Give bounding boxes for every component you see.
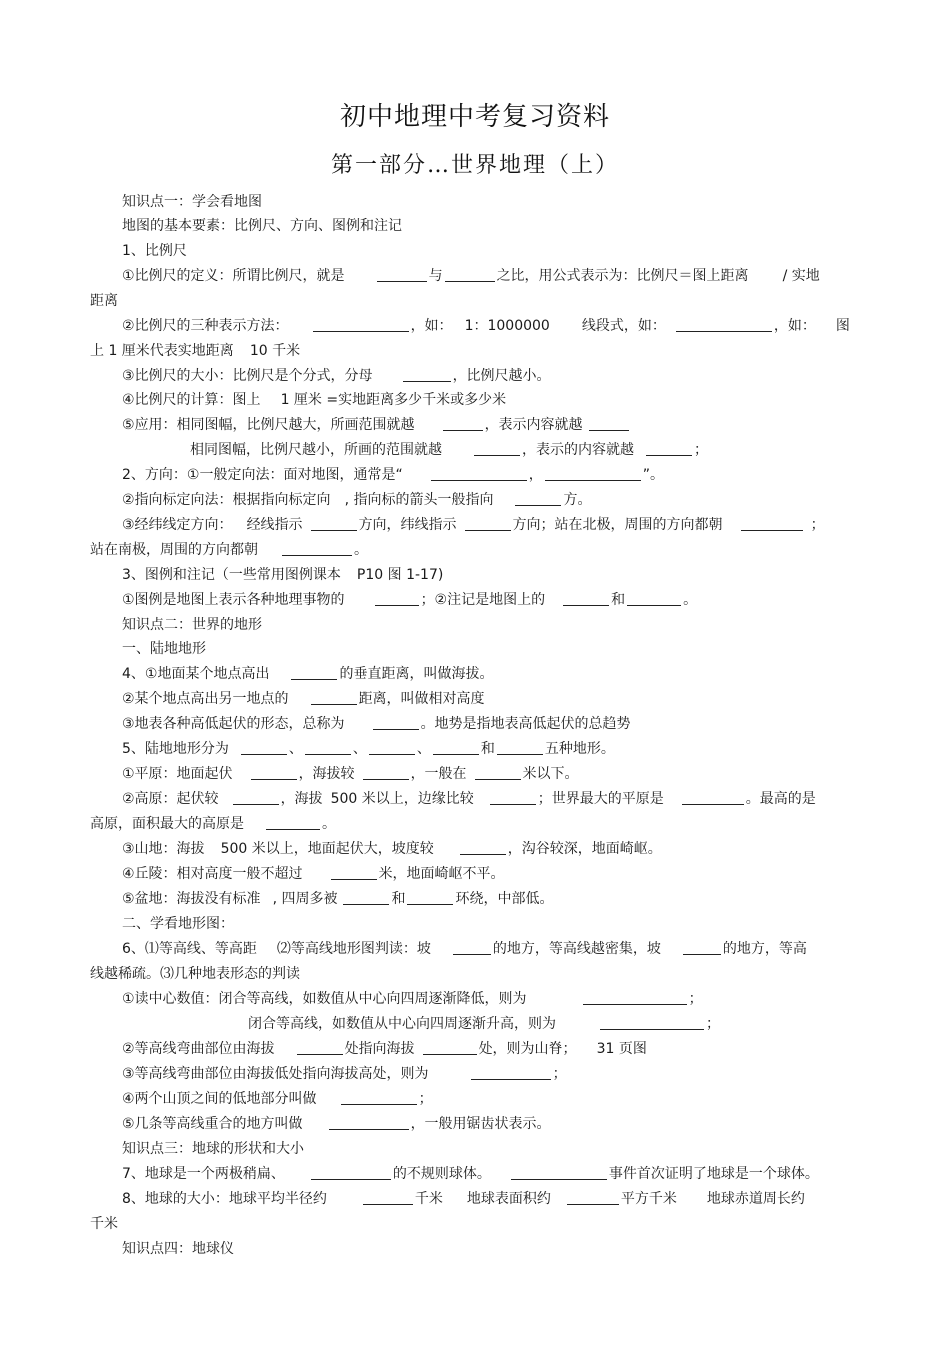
text: ④两个山顶之间的低地部分叫做 bbox=[122, 1091, 317, 1107]
text-line: 距离 bbox=[90, 293, 118, 309]
text: 、 bbox=[288, 741, 303, 757]
blank bbox=[375, 590, 419, 606]
blank bbox=[403, 366, 451, 382]
blank bbox=[363, 764, 409, 780]
text-line bbox=[122, 663, 493, 685]
text: , 四周多被 bbox=[272, 891, 338, 907]
text: 10 千米 bbox=[249, 343, 301, 359]
text: 上 1 厘米代表实地距离 bbox=[90, 343, 234, 359]
blank bbox=[305, 739, 351, 755]
blank bbox=[475, 764, 521, 780]
blank bbox=[460, 839, 506, 855]
blank bbox=[282, 540, 352, 556]
text: ； bbox=[688, 991, 703, 1007]
blank bbox=[431, 465, 527, 481]
blank bbox=[443, 415, 483, 431]
text: ①比例尺的定义：所谓比例尺，就是 bbox=[122, 268, 345, 284]
text: ②高原：起伏较 bbox=[122, 791, 219, 807]
text: 的地方，等高 bbox=[722, 941, 807, 957]
blank bbox=[567, 1189, 619, 1205]
text: ①平原：地面起伏 bbox=[122, 766, 233, 782]
text-line bbox=[248, 1013, 720, 1035]
blank bbox=[341, 1089, 417, 1105]
text: 和 bbox=[480, 741, 495, 757]
text-line bbox=[122, 365, 551, 387]
blank bbox=[311, 1164, 391, 1180]
text: ①图例是地图上表示各种地理事物的 bbox=[122, 592, 345, 608]
text: 高原，面积最大的高原是 bbox=[90, 816, 244, 832]
text: ，表示内容就越 bbox=[484, 417, 583, 433]
text-line bbox=[122, 763, 579, 785]
blank bbox=[511, 1164, 607, 1180]
text-line: 一、陆地地形 bbox=[122, 641, 206, 657]
blank bbox=[311, 689, 357, 705]
blank bbox=[407, 889, 453, 905]
text: ⑤应用：相同图幅，比例尺越大，所画范围就越 bbox=[122, 417, 415, 433]
text: 环绕，中部低。 bbox=[455, 891, 554, 907]
text: 、 bbox=[416, 741, 431, 757]
text: P10 图 1-17) bbox=[356, 567, 444, 583]
text: ，表示的内容就越 bbox=[522, 442, 634, 458]
text: ，沟谷较深，地面崎岖。 bbox=[507, 841, 662, 857]
text: 的地方，等高线越密集，坡 bbox=[492, 941, 661, 957]
text-line bbox=[122, 888, 553, 910]
text: ，一般在 bbox=[410, 766, 467, 782]
blank bbox=[251, 764, 297, 780]
text: 8、地球的大小：地球平均半径约 bbox=[122, 1191, 327, 1207]
text: 米，地面崎岖不平。 bbox=[378, 866, 505, 882]
blank bbox=[433, 739, 479, 755]
text: 图 bbox=[835, 318, 850, 334]
text-line bbox=[122, 838, 662, 860]
blank bbox=[545, 465, 641, 481]
text: ； bbox=[810, 517, 825, 533]
text: ； bbox=[552, 1066, 567, 1082]
text-line bbox=[122, 514, 825, 536]
text: 千米 bbox=[414, 1191, 443, 1207]
text-line: 1、比例尺 bbox=[122, 243, 187, 259]
text: ，一般用锯齿状表示。 bbox=[410, 1116, 551, 1132]
text: ②某个地点高出另一地点的 bbox=[122, 691, 289, 707]
text: 。最高的是 bbox=[745, 791, 816, 807]
text: 站在南极，周围的方向都朝 bbox=[90, 542, 258, 558]
text: 1 厘米 =实地距离多少千米或多少米 bbox=[280, 392, 507, 408]
text: ④丘陵：相对高度一般不超过 bbox=[122, 866, 303, 882]
blank bbox=[453, 939, 491, 955]
blank bbox=[741, 515, 803, 531]
text-line bbox=[122, 589, 697, 611]
document-subtitle: 第一部分…世界地理（上） bbox=[330, 153, 619, 178]
text-line bbox=[90, 340, 300, 362]
text: ； bbox=[418, 1091, 433, 1107]
text: 距离，叫做相对高度 bbox=[358, 691, 485, 707]
text: 线段式，如： bbox=[581, 318, 666, 334]
text-line: 二、学看地形图： bbox=[122, 916, 234, 932]
text: 500 米以上，地面起伏大，坡度较 bbox=[220, 841, 434, 857]
text: ，海拔较 bbox=[298, 766, 355, 782]
text-line bbox=[122, 464, 664, 486]
blank bbox=[369, 739, 415, 755]
text: 500 米以上，边缘比较 bbox=[330, 791, 474, 807]
text: 1：1000000 bbox=[464, 318, 550, 334]
text: ；②注记是地图上的 bbox=[420, 592, 546, 608]
text: 事件首次证明了地球是一个球体。 bbox=[608, 1166, 819, 1182]
text: 3、图例和注记（一些常用图例课本 bbox=[122, 567, 341, 583]
text: ③等高线弯曲部位由海拔低处指向海拔高处，则为 bbox=[122, 1066, 429, 1082]
text-line bbox=[190, 439, 708, 461]
text: 。地势是指地表高低起伏的总趋势 bbox=[420, 716, 631, 732]
text: ，比例尺越小。 bbox=[452, 368, 551, 384]
text-line bbox=[122, 389, 506, 411]
text-line bbox=[122, 713, 631, 735]
text-line bbox=[122, 1188, 805, 1210]
text: 7、地球是一个两极稍扁、 bbox=[122, 1166, 285, 1182]
text: 的垂直距离，叫做海拔。 bbox=[339, 666, 494, 682]
blank bbox=[490, 789, 536, 805]
blank bbox=[682, 789, 744, 805]
document-title: 初中地理中考复习资料 bbox=[339, 102, 610, 132]
text: 五种地形。 bbox=[544, 741, 615, 757]
blank bbox=[563, 590, 609, 606]
text: 方。 bbox=[563, 492, 592, 508]
text: 处指向海拔 bbox=[344, 1041, 415, 1057]
text: 5、陆地地形分为 bbox=[122, 741, 229, 757]
text: 。 bbox=[322, 816, 336, 832]
text: 方向；站在北极，周围的方向都朝 bbox=[512, 517, 723, 533]
text: ②指向标定向法：根据指向标定向 bbox=[122, 492, 331, 508]
text: 31 页图 bbox=[596, 1041, 647, 1057]
text: ，海拔 bbox=[280, 791, 323, 807]
text-line bbox=[122, 315, 850, 337]
text: ③山地：海拔 bbox=[122, 841, 205, 857]
text: 平方千米 bbox=[620, 1191, 677, 1207]
text: ；世界最大的平原是 bbox=[537, 791, 664, 807]
section-heading-2: 知识点二：世界的地形 bbox=[122, 617, 262, 633]
text-line bbox=[122, 1163, 819, 1185]
text-line: 线越稀疏。⑶几种地表形态的判读 bbox=[90, 966, 300, 982]
blank bbox=[297, 1039, 343, 1055]
text-line bbox=[122, 788, 816, 810]
text: ⑵等高线地形图判读：坡 bbox=[276, 941, 431, 957]
text: ③经纬线定方向： bbox=[122, 517, 233, 533]
text-line bbox=[122, 414, 631, 436]
section-heading-3: 知识点三：地球的形状和大小 bbox=[122, 1141, 304, 1157]
text-line bbox=[122, 738, 615, 760]
text: ③地表各种高低起伏的形态，总称为 bbox=[122, 716, 345, 732]
blank bbox=[241, 739, 287, 755]
text: 处，则为山脊； bbox=[478, 1041, 577, 1057]
blank bbox=[583, 989, 687, 1005]
text-line: 地图的基本要素：比例尺、方向、图例和注记 bbox=[122, 218, 402, 234]
text-line: 千米 bbox=[90, 1216, 118, 1232]
text: ③比例尺的大小：比例尺是个分式，分母 bbox=[122, 368, 373, 384]
blank bbox=[373, 714, 419, 730]
text: ④比例尺的计算：图上 bbox=[122, 392, 261, 408]
text-line bbox=[122, 1113, 551, 1135]
blank bbox=[497, 739, 543, 755]
text-line bbox=[122, 938, 807, 960]
text: ②等高线弯曲部位由海拔 bbox=[122, 1041, 275, 1057]
blank bbox=[445, 266, 495, 282]
blank bbox=[363, 1189, 413, 1205]
text: 之比，用公式表示为：比例尺＝图上距离 bbox=[496, 268, 749, 284]
text-line bbox=[122, 863, 505, 885]
text: 。 bbox=[354, 542, 368, 558]
text: 和 bbox=[611, 592, 626, 608]
blank bbox=[646, 440, 692, 456]
text: 闭合等高线，如数值从中心向四周逐渐升高，则为 bbox=[248, 1016, 556, 1032]
text: , 指向标的箭头一般指向 bbox=[344, 492, 494, 508]
text: ； bbox=[694, 442, 708, 458]
text-line bbox=[122, 988, 703, 1010]
text-line bbox=[90, 539, 368, 561]
blank bbox=[423, 1039, 477, 1055]
blank bbox=[233, 789, 279, 805]
section-heading-1: 知识点一：学会看地图 bbox=[122, 194, 262, 210]
text: 的不规则球体。 bbox=[392, 1166, 491, 1182]
text: 和 bbox=[391, 891, 406, 907]
text-line bbox=[122, 1038, 647, 1060]
text-line bbox=[122, 489, 591, 511]
text: / 实地 bbox=[782, 268, 820, 284]
text: ⑤盆地：海拔没有标准 bbox=[122, 891, 261, 907]
text-line bbox=[122, 265, 820, 287]
text: 米以下。 bbox=[522, 766, 579, 782]
text: 地球表面积约 bbox=[466, 1191, 551, 1207]
blank bbox=[471, 1064, 551, 1080]
blank bbox=[589, 415, 629, 431]
text: 相同图幅，比例尺越小，所画的范围就越 bbox=[190, 442, 442, 458]
blank bbox=[676, 316, 772, 332]
text: ，如： bbox=[410, 318, 453, 334]
text: ； bbox=[706, 1016, 720, 1032]
blank bbox=[600, 1014, 704, 1030]
text: 6、⑴等高线、等高距 bbox=[122, 941, 257, 957]
text: 经线指示 bbox=[246, 517, 303, 533]
text: 、 bbox=[352, 741, 367, 757]
text: 与 bbox=[428, 268, 443, 284]
blank bbox=[291, 664, 337, 680]
text: 方向，纬线指示 bbox=[358, 517, 457, 533]
blank bbox=[311, 515, 357, 531]
text-line bbox=[122, 564, 443, 586]
text-line bbox=[90, 813, 336, 835]
blank bbox=[313, 316, 409, 332]
section-heading-4: 知识点四：地球仪 bbox=[122, 1241, 234, 1257]
text: 4、①地面某个地点高出 bbox=[122, 666, 270, 682]
blank bbox=[343, 889, 389, 905]
blank bbox=[465, 515, 511, 531]
text: ①读中心数值：闭合等高线，如数值从中心向四周逐渐降低，则为 bbox=[122, 991, 527, 1007]
text: 2、方向：①一般定向法：面对地图，通常是“ bbox=[122, 467, 403, 483]
text: 地球赤道周长约 bbox=[706, 1191, 805, 1207]
text: 。 bbox=[683, 592, 698, 608]
blank bbox=[377, 266, 427, 282]
blank bbox=[683, 939, 721, 955]
text: ”。 bbox=[642, 467, 664, 483]
text: ⑤几条等高线重合的地方叫做 bbox=[122, 1116, 303, 1132]
text-line bbox=[122, 1063, 567, 1085]
text: ， bbox=[528, 467, 543, 483]
blank bbox=[329, 1114, 409, 1130]
text: ，如： bbox=[773, 318, 816, 334]
blank bbox=[515, 490, 561, 506]
text: ②比例尺的三种表示方法： bbox=[122, 318, 289, 334]
text-line bbox=[122, 1088, 433, 1110]
blank bbox=[266, 814, 320, 830]
text-line bbox=[122, 688, 485, 710]
blank bbox=[474, 440, 520, 456]
blank bbox=[627, 590, 681, 606]
blank bbox=[331, 864, 377, 880]
